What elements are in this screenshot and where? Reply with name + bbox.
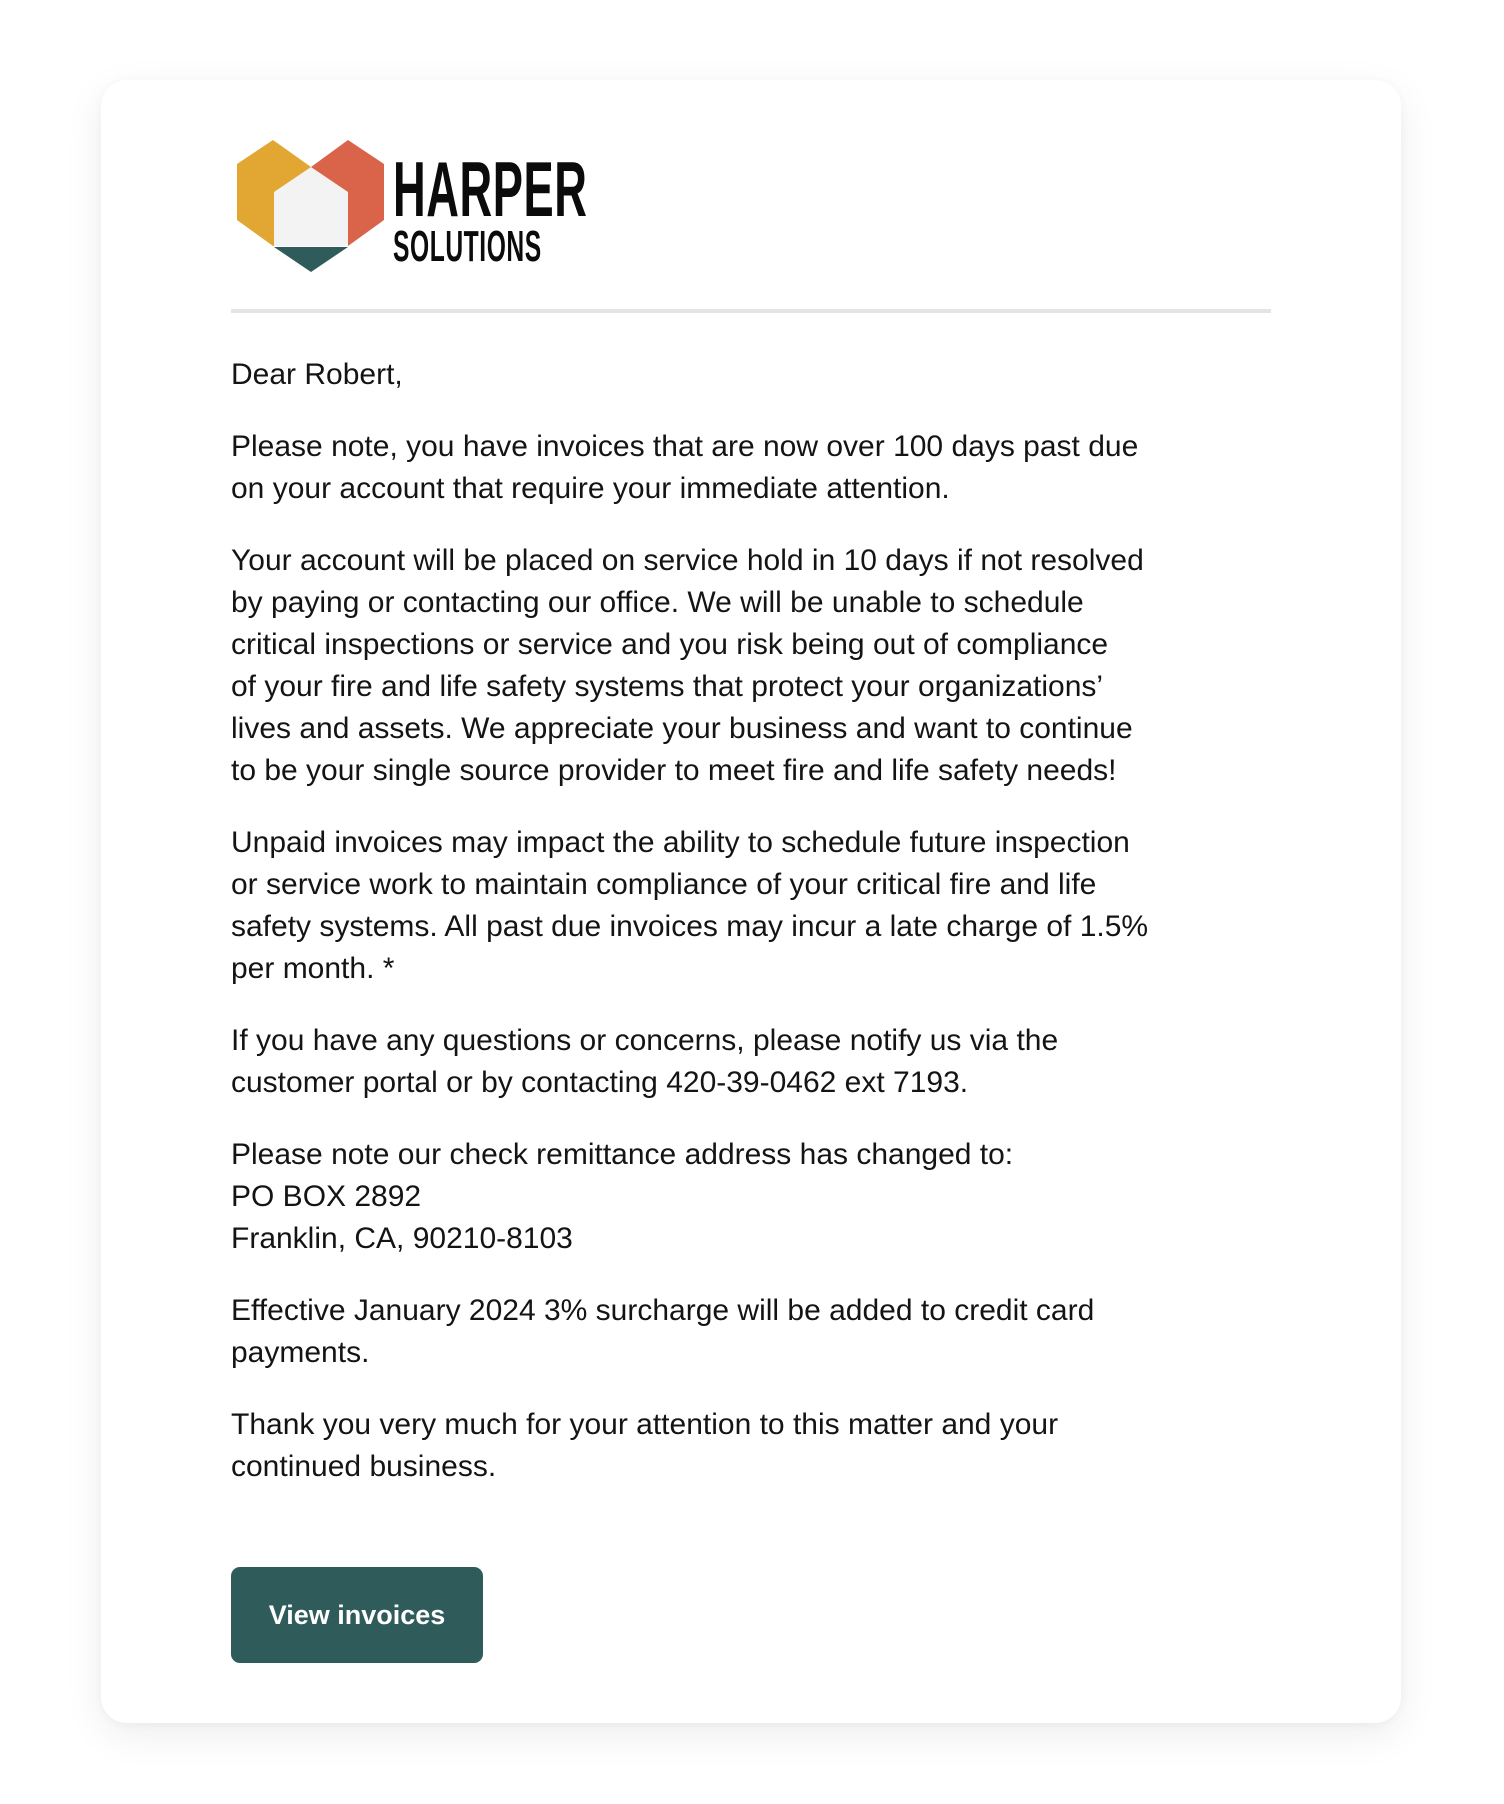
email-body [231, 354, 1291, 1518]
paragraph-line: Thank you very much for your attention to this matter and your [231, 1408, 1059, 1441]
email-paragraph [231, 822, 1291, 990]
paragraph-line: PO BOX 2892 [231, 1180, 422, 1213]
paragraph-line: on your account that require your immediate attention. [231, 472, 950, 505]
brand-name: HARPER [393, 158, 588, 220]
paragraph-line: per month. * [231, 952, 395, 985]
paragraph-line: safety systems. All past due invoices may incur a late charge of 1.5% [231, 910, 1149, 943]
paragraph-line: lives and assets. We appreciate your business and want to continue [231, 712, 1133, 745]
paragraph-line: Your account will be placed on service hold in 10 days if not resolved [231, 544, 1144, 577]
paragraph-line: payments. [231, 1336, 370, 1369]
greeting-text: Dear Robert, [231, 358, 403, 391]
brand-wordmark [393, 158, 593, 278]
email-paragraph [231, 1020, 1291, 1104]
email-paragraph [231, 1404, 1291, 1488]
paragraph-line: to be your single source provider to meet fire and life safety needs! [231, 754, 1117, 787]
paragraph-line: customer portal or by contacting 420-39-0462 ext 7193. [231, 1066, 969, 1099]
paragraph-line: Franklin, CA, 90210-8103 [231, 1222, 573, 1255]
email-paragraph [231, 1134, 1291, 1260]
paragraph-line: Unpaid invoices may impact the ability to schedule future inspection [231, 826, 1130, 859]
email-card [101, 80, 1401, 1723]
paragraph-line: critical inspections or service and you risk being out of compliance [231, 628, 1109, 661]
paragraph-line: of your fire and life safety systems that protect your organizations’ [231, 670, 1104, 703]
brand-logo [231, 138, 591, 278]
paragraph-line: continued business. [231, 1450, 497, 1483]
email-paragraph [231, 1290, 1291, 1374]
paragraph-line: Please note, you have invoices that are now over 100 days past due [231, 430, 1139, 463]
paragraph-line: by paying or contacting our office. We will be unable to schedule [231, 586, 1084, 619]
logo-teal-base [274, 247, 348, 272]
email-paragraphs [231, 426, 1291, 1488]
view-invoices-button[interactable]: View invoices [231, 1567, 483, 1663]
paragraph-line: Effective January 2024 3% surcharge will be added to credit card [231, 1294, 1095, 1327]
heart-house-icon [231, 138, 391, 278]
brand-subname: SOLUTIONS [393, 228, 542, 266]
paragraph-line: Please note our check remittance address has changed to: [231, 1138, 1014, 1171]
paragraph-line: If you have any questions or concerns, please notify us via the [231, 1024, 1059, 1057]
email-paragraph [231, 540, 1291, 792]
paragraph-line: or service work to maintain compliance of your critical fire and life [231, 868, 1097, 901]
header-divider [231, 309, 1271, 313]
greeting [231, 354, 1291, 396]
email-paragraph [231, 426, 1291, 510]
